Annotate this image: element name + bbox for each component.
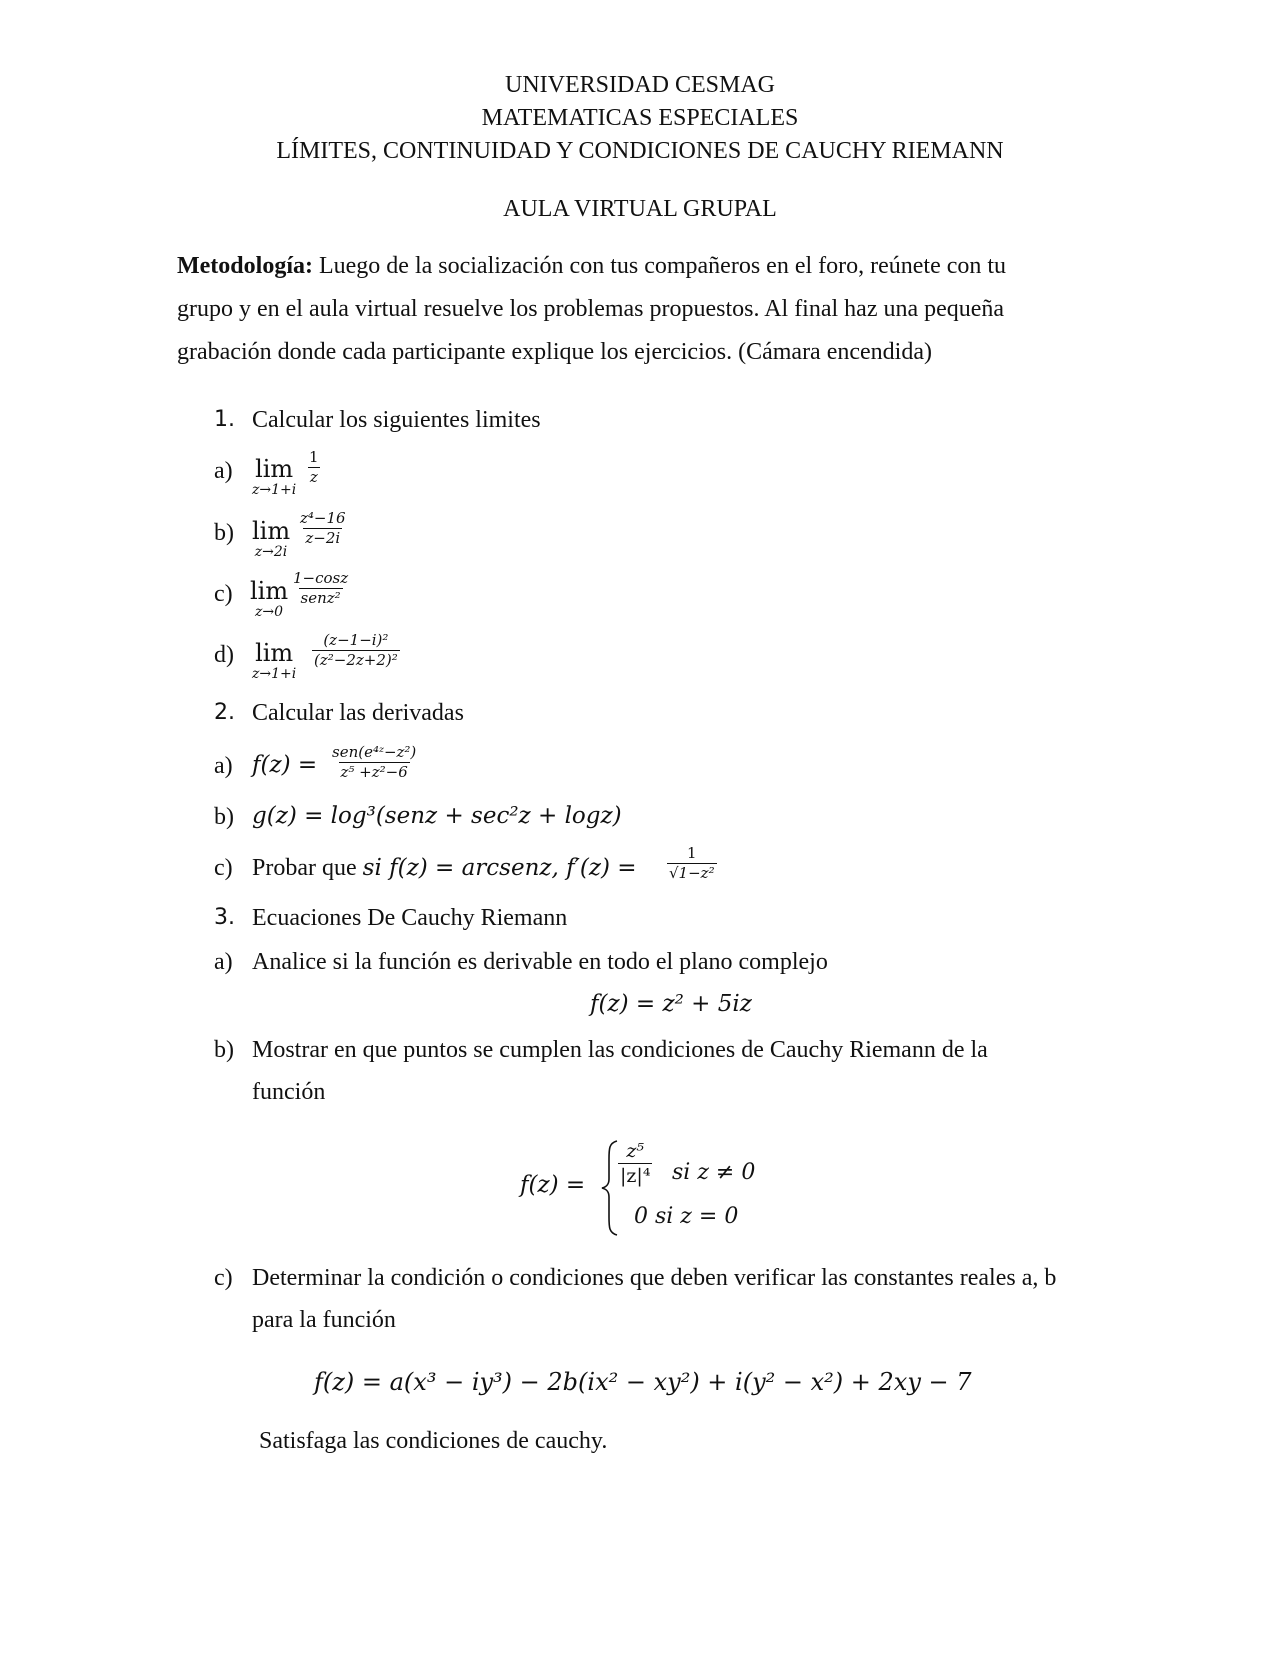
piecewise-case-2: 0 si z = 0: [634, 1204, 739, 1229]
limit-1c: lim z→0: [250, 577, 289, 620]
item-3c-line-1: Determinar la condición o condiciones que deben verificar las constantes reales a, b: [252, 1265, 1057, 1291]
limit-1b: lim z→2i: [252, 517, 291, 560]
formula-3c: f(z) = a(x³ − iy³) − 2b(ix² − xy²) + i(y² − x²) + 2xy − 7: [314, 1368, 972, 1396]
methodology-line-1: Metodología: Luego de la socialización con tus compañeros en el foro, reúnete con tu: [177, 253, 1007, 279]
formula-2a-lhs: f(z) =: [252, 752, 318, 778]
item-3b-letter: b): [214, 1037, 234, 1063]
formula-3a: f(z) = z² + 5iz: [590, 991, 752, 1017]
section-3-number: 3.: [214, 905, 235, 930]
item-2c-line: Probar que si f(z) = arcsenz, f′(z) =: [252, 855, 637, 881]
item-3b-line-2: función: [252, 1079, 326, 1105]
item-1a-letter: a): [214, 458, 233, 484]
formula-2b: g(z) = log³(senz + sec²z + logz): [252, 803, 622, 829]
modality-title: AULA VIRTUAL GRUPAL: [503, 196, 777, 222]
item-3b-line-1: Mostrar en que puntos se cumplen las condiciones de Cauchy Riemann de la: [252, 1037, 988, 1063]
item-1d-letter: d): [214, 642, 234, 668]
methodology-label: Metodología:: [177, 253, 313, 279]
fraction-1d: $\frac{\text{(z−1−i)²}}{\text{(z²−2z+2)²}}$: [314, 631, 398, 669]
item-1b-letter: b): [214, 520, 234, 546]
methodology-line-3: grabación donde cada participante explique los ejercicios. (Cámara encendida): [177, 339, 932, 365]
section-2-number: 2.: [214, 700, 235, 725]
item-3c-letter: c): [214, 1265, 233, 1291]
left-brace-icon: [600, 1139, 620, 1237]
methodology-line-2: grupo y en el aula virtual resuelve los problemas propuestos. Al final haz una pequeña: [177, 296, 1005, 322]
item-2b-letter: b): [214, 804, 234, 830]
fraction-1b: $\frac{\text{z⁴−16}}{z-2i}$: [300, 509, 346, 547]
item-3a-letter: a): [214, 949, 233, 975]
formula-2c: si f(z) = arcsenz, f′(z) =: [362, 855, 637, 881]
document-title: LÍMITES, CONTINUIDAD Y CONDICIONES DE CAUCHY RIEMANN: [276, 138, 1004, 164]
fraction-2c: $\frac{1}{\text{√1−z²}}$: [669, 844, 715, 882]
item-3a-text: Analice si la función es derivable en todo el plano complejo: [252, 949, 828, 975]
section-1-title: Calcular los siguientes limites: [252, 407, 541, 433]
fraction-1c: 1−cosz senz²: [293, 569, 349, 607]
item-2c-letter: c): [214, 855, 233, 881]
section-2-title: Calcular las derivadas: [252, 700, 464, 726]
limit-1a: lim z→1+i: [252, 455, 297, 498]
item-1c-letter: c): [214, 581, 233, 607]
fraction-1a: $\frac{1}{z}$: [309, 448, 319, 486]
piecewise-lhs: f(z) =: [520, 1172, 586, 1198]
section-3-title: Ecuaciones De Cauchy Riemann: [252, 905, 568, 931]
course-name: MATEMATICAS ESPECIALES: [481, 105, 799, 131]
fraction-2a: sen(e⁴ᶻ−z²) z⁵ +z²−6: [332, 743, 417, 781]
piecewise-fraction: $\frac{\text{z⁵}}{\text{|z|⁴}}$: [620, 1140, 651, 1187]
section-1-number: 1.: [214, 407, 235, 432]
limit-1d: lim z→1+i: [252, 639, 297, 682]
closing-sentence: Satisfaga las condiciones de cauchy.: [259, 1428, 608, 1454]
item-3c-line-2: para la función: [252, 1307, 396, 1333]
item-2a-letter: a): [214, 753, 233, 779]
university-name: UNIVERSIDAD CESMAG: [504, 72, 775, 98]
piecewise-case-1-condition: si z ≠ 0: [672, 1160, 756, 1185]
